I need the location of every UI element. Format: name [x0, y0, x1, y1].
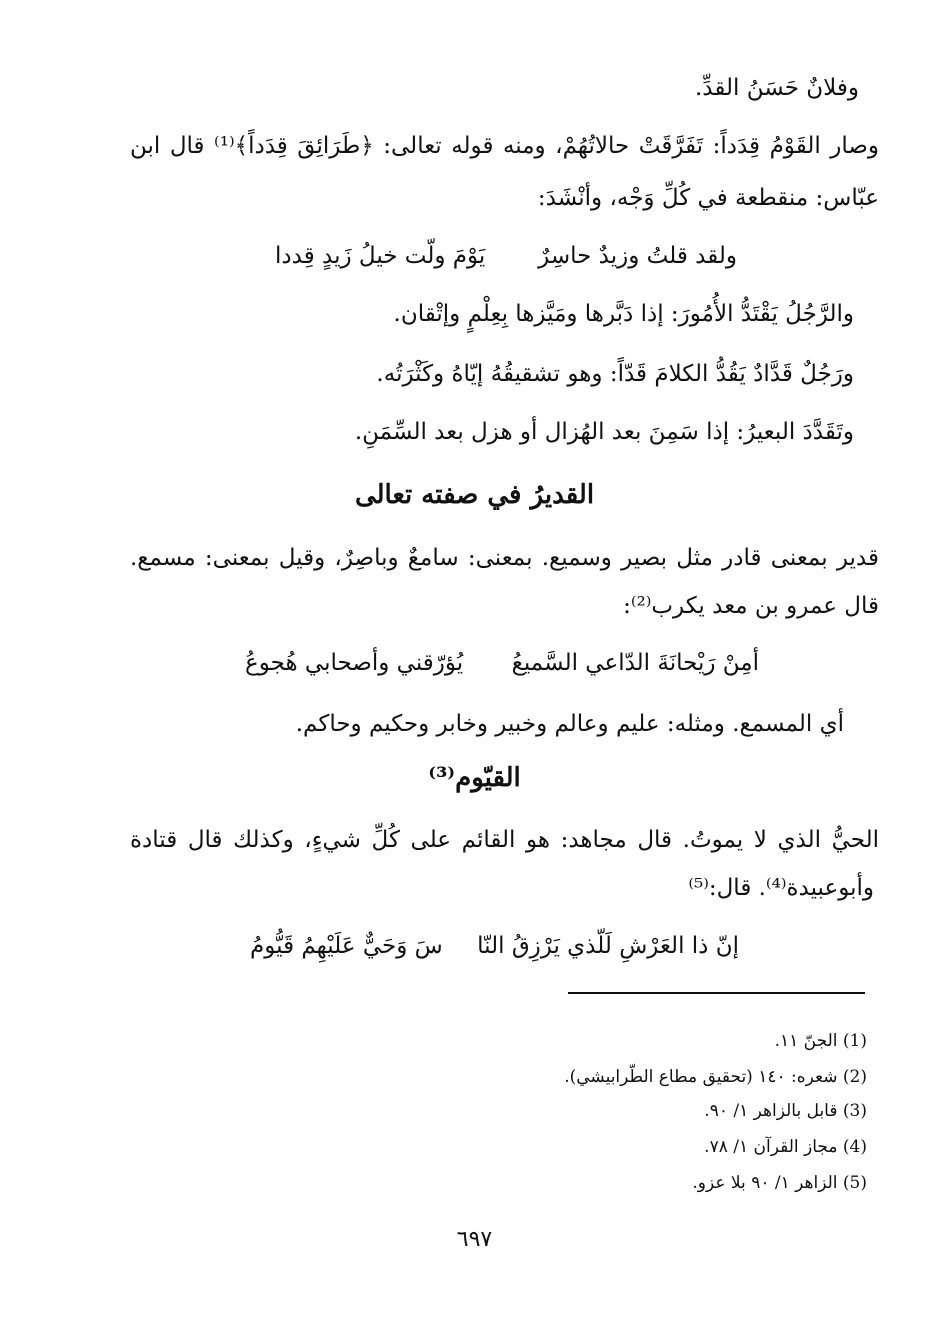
verse-first-hemistich: ولقد قلتُ وزيدٌ حاسِرٌ: [538, 243, 737, 269]
text-line: الحيُّ الذي لا يموتُ. قال مجاهد: هو القائم على كُلِّ شيءٍ، وكذلك قال قتادة: [130, 827, 879, 853]
text-line: وفلانٌ حَسَنُ القدِّ.: [695, 75, 859, 101]
verse-second-hemistich: سَ وَحَيٌّ عَلَيْهِمُ قَيُّومُ: [250, 933, 443, 959]
section-heading: القيّوم⁽³⁾: [428, 763, 521, 793]
footnote: (2) شعره: ١٤٠ (تحقيق مطاع الطّرابيشي).: [564, 1067, 867, 1087]
text-line: عبّاس: منقطعة في كُلِّ وَجْه، وأنْشَدَ:: [537, 185, 879, 211]
footnote: (3) قابل بالزاهر ١/ ٩٠.: [704, 1101, 867, 1121]
text-line: والرَّجُلُ يَقْتَدُّ الأُمُورَ: إذا دَبَّرها ومَيَّزها بِعِلْمٍ وإتْقان.: [393, 301, 854, 327]
footnote: (5) الزاهر ١/ ٩٠ بلا عزو.: [692, 1173, 867, 1193]
page-number: ٦٩٧: [456, 1227, 493, 1252]
text-line: قال عمرو بن معد يكرب⁽²⁾:: [623, 593, 879, 619]
text-line: وتَقَدَّدَ البعيرُ: إذا سَمِنَ بعد الهُزال أو هزل بعد السِّمَنِ.: [354, 419, 854, 445]
footnote: (4) مجاز القرآن ١/ ٧٨.: [704, 1137, 867, 1157]
text-line: وصار القَوْمُ قِدَداً: تَفَرَّقَتْ حالاتُهُمْ، ومنه قوله تعالى: ﴿طَرَائِقَ قِدَداً﴾⁽¹⁾ قال ابن: [130, 133, 879, 159]
text-line: أي المسمع. ومثله: عليم وعالم وخبير وخابر وحكيم وحاكم.: [295, 711, 844, 737]
text-line: وأبوعبيدة⁽⁴⁾. قال:⁽⁵⁾: [688, 875, 874, 901]
text-line: قدير بمعنى قادر مثل بصير وسميع. بمعنى: سامعٌ وباصِرٌ، وقيل بمعنى: مسمع.: [130, 545, 879, 571]
footnote: (1) الجنّ ١١.: [774, 1031, 867, 1051]
verse-first-hemistich: إنّ ذا العَرْشِ لَلّذي يَرْزِقُ النّا: [477, 933, 739, 959]
verse-first-hemistich: أمِنْ رَيْحانَةَ الدّاعي السَّميعُ: [511, 650, 759, 676]
text-line: ورَجُلٌ قَدَّادٌ يَقُدُّ الكلامَ قَدّاً: وهو تشقيقُهُ إيّاهُ وكَثْرَتُه.: [376, 361, 854, 387]
verse-second-hemistich: يُؤرّقني وأصحابي هُجوعُ: [245, 650, 464, 676]
footnote-separator: [568, 992, 865, 994]
verse-second-hemistich: يَوْمَ ولّت خيلُ زَيدٍ قِددا: [275, 243, 486, 269]
section-heading: القديرُ في صفته تعالى: [354, 480, 595, 510]
